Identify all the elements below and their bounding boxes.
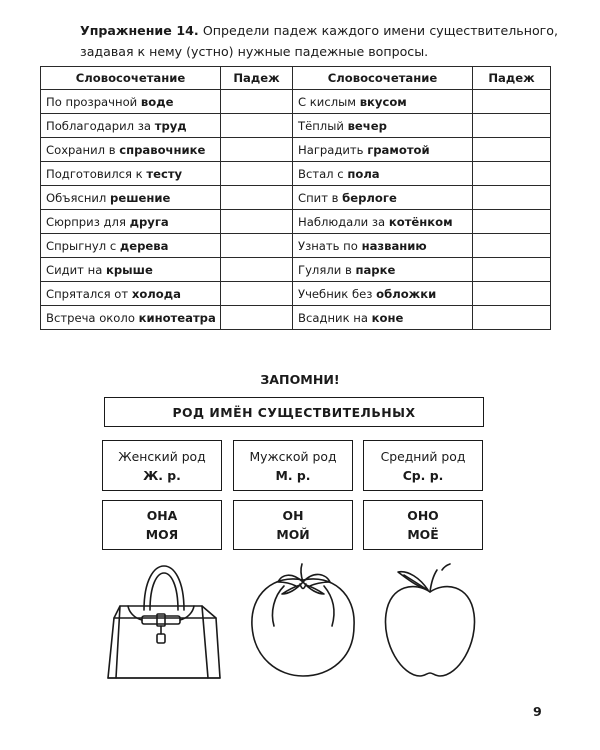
- case-cell-right[interactable]: [473, 282, 551, 306]
- phrase-left-words: Спрыгнул с: [46, 238, 117, 253]
- case-cell-left[interactable]: [221, 282, 293, 306]
- table-header-row: [41, 67, 551, 90]
- case-cell-left[interactable]: [221, 162, 293, 186]
- phrase-right-words: С кислым: [298, 94, 357, 109]
- apple-icon: [380, 556, 480, 684]
- phrase-left-words: Сюрприз для: [46, 214, 126, 229]
- phrase-left: [41, 90, 221, 114]
- phrase-right-noun: пола: [347, 166, 380, 181]
- phrase-left-noun: дерева: [119, 238, 169, 253]
- phrase-right-noun: обложки: [376, 286, 437, 301]
- table-row: [41, 138, 551, 162]
- phrase-right: [293, 114, 473, 138]
- masculine-name: Мужской род: [249, 448, 337, 464]
- handbag-icon: [98, 558, 226, 686]
- table-row: [41, 258, 551, 282]
- case-cell-left[interactable]: [221, 306, 293, 330]
- feminine-pronoun-1: ОНА: [146, 508, 178, 523]
- phrase-left-noun: справочнике: [119, 142, 206, 157]
- feminine-name: Женский род: [118, 448, 206, 464]
- tomato-icon: [244, 560, 362, 682]
- phrase-left: [41, 210, 221, 234]
- phrase-left: [41, 258, 221, 282]
- phrase-left-noun: воде: [140, 94, 174, 109]
- phrase-right: [293, 138, 473, 162]
- phrase-left-noun: тесту: [146, 166, 183, 181]
- neuter-pronoun-1: ОНО: [407, 508, 439, 523]
- case-cell-right[interactable]: [473, 258, 551, 282]
- phrase-left: [41, 138, 221, 162]
- phrase-right-words: Тёплый: [298, 118, 344, 133]
- phrase-right: [293, 90, 473, 114]
- table-row: [41, 234, 551, 258]
- table-row: [41, 114, 551, 138]
- exercise-instruction: [80, 20, 558, 62]
- masculine-pronoun-2: МОЙ: [276, 527, 310, 542]
- exercise-text: Определи падеж каждого имени существительного, задавая к нему (устно) нужные падежные вопросы.: [80, 23, 558, 59]
- phrase-right-words: Спит в: [298, 190, 339, 205]
- phrase-right-words: Встал с: [298, 166, 344, 181]
- phrase-left-noun: друга: [129, 214, 169, 229]
- phrase-right-noun: парке: [355, 262, 396, 277]
- phrase-left: [41, 282, 221, 306]
- table-row: [41, 186, 551, 210]
- phrase-left: [41, 234, 221, 258]
- table-row: [41, 90, 551, 114]
- phrase-right: [293, 282, 473, 306]
- phrase-right-noun: вкусом: [359, 94, 407, 109]
- case-cell-right[interactable]: [473, 114, 551, 138]
- feminine-box: [102, 440, 222, 491]
- masculine-pronoun-box: [233, 500, 353, 550]
- phrase-left-noun: кинотеатра: [138, 310, 216, 325]
- phrase-left-words: По прозрачной: [46, 94, 138, 109]
- phrase-right: [293, 210, 473, 234]
- phrase-right-words: Учебник без: [298, 286, 373, 301]
- header-case-right: Падеж: [473, 67, 551, 90]
- masculine-pronoun-1: ОН: [282, 508, 304, 523]
- phrase-left-noun: холода: [131, 286, 181, 301]
- phrase-left: [41, 162, 221, 186]
- phrase-right: [293, 306, 473, 330]
- gender-heading: РОД ИМЁН СУЩЕСТВИТЕЛЬНЫХ: [172, 404, 416, 420]
- phrase-right-words: Всадник на: [298, 310, 368, 325]
- phrase-left-words: Объяснил: [46, 190, 107, 205]
- case-cell-left[interactable]: [221, 186, 293, 210]
- table-row: [41, 210, 551, 234]
- case-cell-right[interactable]: [473, 90, 551, 114]
- phrase-left: [41, 306, 221, 330]
- phrase-left-words: Подготовился к: [46, 166, 143, 181]
- case-cell-right[interactable]: [473, 138, 551, 162]
- phrase-left: [41, 114, 221, 138]
- feminine-pronoun-box: [102, 500, 222, 550]
- case-cell-left[interactable]: [221, 138, 293, 162]
- gender-heading-box: [104, 397, 484, 427]
- phrase-right-noun: грамотой: [367, 142, 430, 157]
- header-phrase-left: Словосочетание: [41, 67, 221, 90]
- phrase-right: [293, 186, 473, 210]
- neuter-pronoun-2: МОЁ: [407, 527, 439, 542]
- header-phrase-right: Словосочетание: [293, 67, 473, 90]
- case-cell-left[interactable]: [221, 114, 293, 138]
- phrase-right: [293, 234, 473, 258]
- table-body: [41, 90, 551, 330]
- phrase-right-words: Наградить: [298, 142, 364, 157]
- remember-title: ЗАПОМНИ!: [260, 372, 340, 387]
- phrase-left-noun: крыше: [106, 262, 153, 277]
- phrase-right-words: Узнать по: [298, 238, 358, 253]
- feminine-abbr: Ж. р.: [143, 467, 181, 483]
- neuter-name: Средний род: [380, 448, 466, 464]
- header-case-left: Падеж: [221, 67, 293, 90]
- phrase-left-words: Встреча около: [46, 310, 135, 325]
- table-row: [41, 282, 551, 306]
- table-row: [41, 162, 551, 186]
- phrase-right-words: Наблюдали за: [298, 214, 386, 229]
- case-cell-left[interactable]: [221, 258, 293, 282]
- masculine-box: [233, 440, 353, 491]
- case-cell-left[interactable]: [221, 234, 293, 258]
- case-cell-left[interactable]: [221, 210, 293, 234]
- masculine-abbr: М. р.: [275, 467, 311, 483]
- page-number: 9: [533, 704, 542, 719]
- case-cell-right[interactable]: [473, 234, 551, 258]
- feminine-pronoun-2: МОЯ: [145, 527, 179, 542]
- case-table: [40, 66, 551, 330]
- table-row: [41, 306, 551, 330]
- neuter-pronoun-box: [363, 500, 483, 550]
- phrase-left-words: Сохранил в: [46, 142, 116, 157]
- phrase-right-noun: названию: [361, 238, 427, 253]
- phrase-left-noun: решение: [110, 190, 171, 205]
- phrase-left-noun: труд: [154, 118, 187, 133]
- case-cell-right[interactable]: [473, 306, 551, 330]
- neuter-abbr: Ср. р.: [402, 467, 444, 483]
- case-cell-right[interactable]: [473, 210, 551, 234]
- case-cell-right[interactable]: [473, 186, 551, 210]
- phrase-right: [293, 258, 473, 282]
- phrase-left-words: Спрятался от: [46, 286, 129, 301]
- phrase-right-noun: котёнком: [388, 214, 453, 229]
- case-cell-right[interactable]: [473, 162, 551, 186]
- phrase-left-words: Поблагодарил за: [46, 118, 152, 133]
- phrase-right-noun: вечер: [347, 118, 387, 133]
- neuter-box: [363, 440, 483, 491]
- phrase-right-noun: берлоге: [342, 190, 397, 205]
- phrase-left: [41, 186, 221, 210]
- case-cell-left[interactable]: [221, 90, 293, 114]
- exercise-label: Упражнение 14.: [80, 23, 199, 38]
- phrase-right: [293, 162, 473, 186]
- phrase-right-noun: коне: [371, 310, 404, 325]
- phrase-right-words: Гуляли в: [298, 262, 352, 277]
- phrase-left-words: Сидит на: [46, 262, 103, 277]
